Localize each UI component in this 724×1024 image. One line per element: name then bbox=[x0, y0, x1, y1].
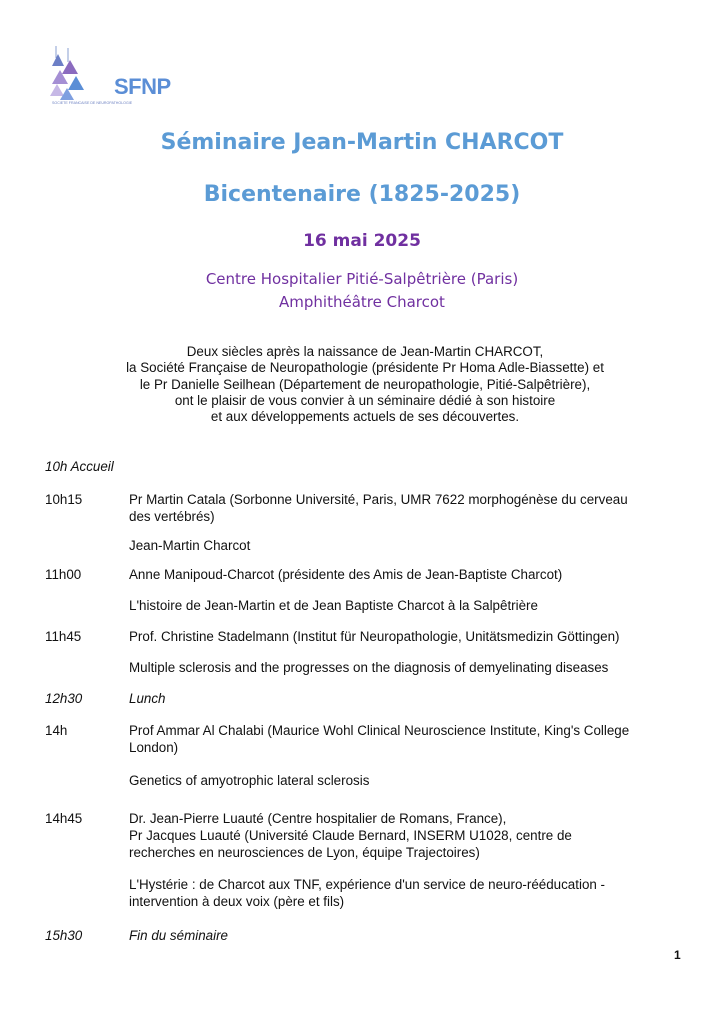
end-label: Fin du séminaire bbox=[129, 928, 228, 943]
page-title: Séminaire Jean-Martin CHARCOT bbox=[160, 130, 564, 155]
venue-room: Amphithéâtre Charcot bbox=[279, 293, 445, 311]
logo-wordmark: SFNP bbox=[114, 74, 171, 99]
page-subtitle: Bicentenaire (1825-2025) bbox=[203, 182, 521, 207]
session-title: L'histoire de Jean-Martin et de Jean Baptiste Charcot à la Salpêtrière bbox=[129, 598, 538, 613]
logo-subtitle: SOCIETE FRANCAISE DE NEUROPATHOLOGIE bbox=[52, 101, 133, 105]
page-number: 1 bbox=[674, 948, 681, 962]
intro-line: et aux développements actuels de ses découvertes. bbox=[210, 409, 520, 425]
lunch-time: 12h30 bbox=[45, 691, 83, 706]
session-time: 14h45 bbox=[45, 811, 83, 826]
session-speaker: London) bbox=[129, 740, 179, 755]
intro-line: la Société Française de Neuropathologie (présidente Pr Homa Adle-Biassette) et bbox=[126, 360, 604, 376]
intro-paragraph bbox=[80, 344, 650, 425]
session-time: 11h45 bbox=[45, 629, 82, 644]
logo-triangles-icon bbox=[48, 44, 118, 104]
session-speaker: Pr Martin Catala (Sorbonne Université, Paris, UMR 7622 morphogénèse du cerveau bbox=[129, 492, 628, 507]
intro-line: ont le plaisir de vous convier à un séminaire dédié à son histoire bbox=[174, 392, 556, 408]
intro-line: le Pr Danielle Seilhean (Département de neuropathologie, Pitié-Salpêtrière), bbox=[139, 376, 591, 392]
sfnp-logo bbox=[48, 44, 171, 110]
venue-name: Centre Hospitalier Pitié-Salpêtrière (Paris) bbox=[205, 270, 519, 288]
session-title: Jean-Martin Charcot bbox=[129, 538, 251, 553]
session-title: intervention à deux voix (père et fils) bbox=[129, 894, 345, 909]
event-date: 16 mai 2025 bbox=[303, 231, 421, 251]
session-time: 11h00 bbox=[45, 567, 82, 582]
session-speaker: des vertébrés) bbox=[129, 509, 215, 524]
welcome-label: 10h Accueil bbox=[45, 459, 114, 474]
session-title: Multiple sclerosis and the progresses on the diagnosis of demyelinating diseases bbox=[129, 660, 609, 675]
intro-line: Deux siècles après la naissance de Jean-Martin CHARCOT, bbox=[186, 344, 544, 359]
session-speaker: recherches en neurosciences de Lyon, équipe Trajectoires) bbox=[129, 845, 480, 860]
session-title: L'Hystérie : de Charcot aux TNF, expérience d'un service de neuro-rééducation - bbox=[129, 877, 606, 892]
session-time: 10h15 bbox=[45, 492, 83, 507]
session-speaker: Prof. Christine Stadelmann (Institut für Neuropathologie, Unitätsmedizin Göttingen) bbox=[129, 629, 620, 644]
lunch-label: Lunch bbox=[129, 691, 166, 706]
session-speaker: Anne Manipoud-Charcot (présidente des Amis de Jean-Baptiste Charcot) bbox=[129, 567, 563, 582]
session-speaker: Dr. Jean-Pierre Luauté (Centre hospitalier de Romans, France), bbox=[129, 811, 507, 826]
session-time: 14h bbox=[45, 723, 68, 738]
session-speaker: Pr Jacques Luauté (Université Claude Bernard, INSERM U1028, centre de bbox=[129, 828, 572, 843]
session-speaker: Prof Ammar Al Chalabi (Maurice Wohl Clinical Neuroscience Institute, King's College bbox=[129, 723, 630, 738]
end-time: 15h30 bbox=[45, 928, 83, 943]
session-title: Genetics of amyotrophic lateral sclerosis bbox=[129, 773, 370, 788]
